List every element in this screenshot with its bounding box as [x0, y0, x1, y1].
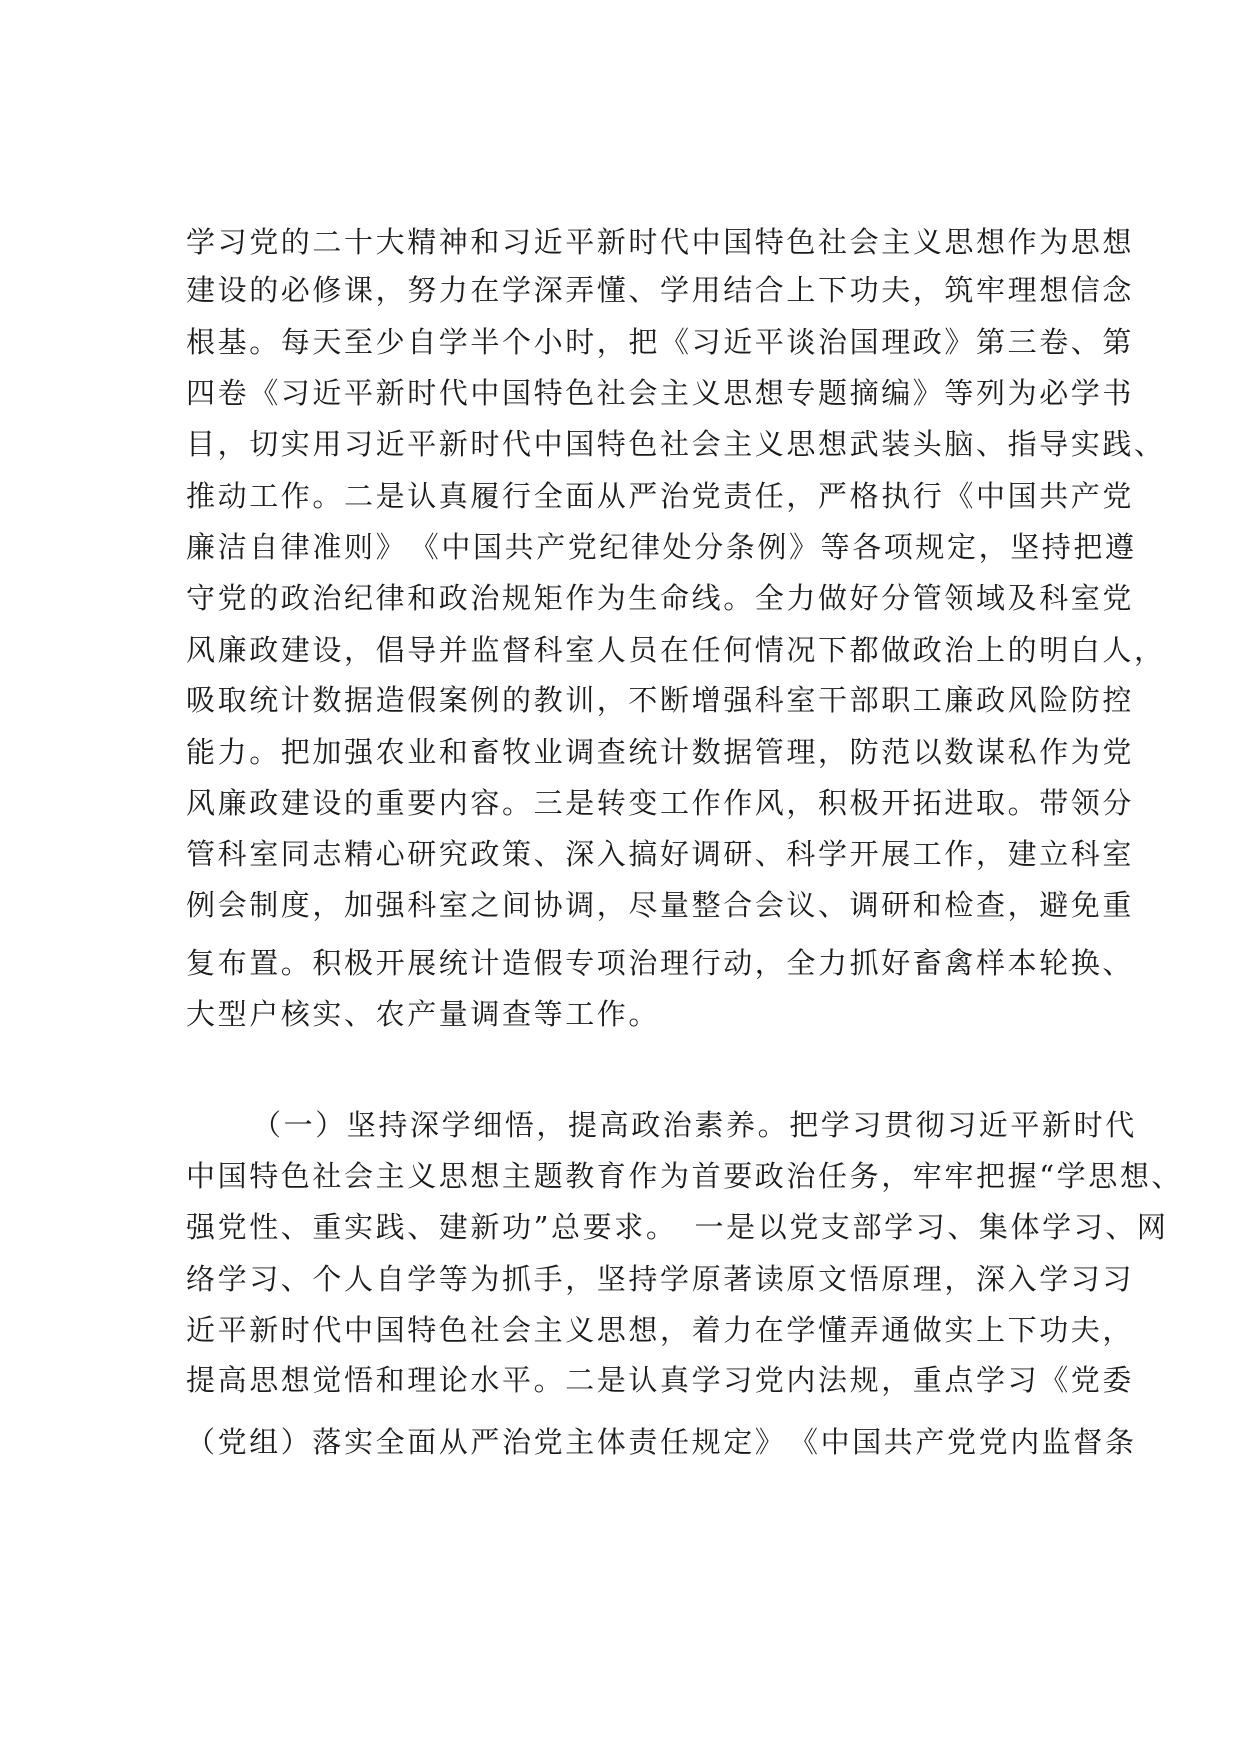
text-line: 大型户核实、农产量调查等工作。: [186, 997, 661, 1031]
text-line: 提高思想觉悟和理论水平。二是认真学习党内法规，重点学习《党委: [186, 1363, 1135, 1397]
text-line: 能力。把加强农业和畜牧业调查统计数据管理，防范以数谋私作为党: [186, 735, 1135, 769]
text-line: 强党性、重实践、建新功”总要求。 一是以党支部学习、集体学习、网: [186, 1210, 1169, 1244]
text-line: 建设的必修课，努力在学深弄懂、学用结合上下功夫，筑牢理想信念: [186, 273, 1135, 307]
text-line: 四卷《习近平新时代中国特色社会主义思想专题摘编》等列为必学书: [186, 376, 1135, 410]
text-line: 络学习、个人自学等为抓手，坚持学原著读原文悟原理，深入学习习: [186, 1262, 1135, 1296]
section-heading-line: （一）坚持深学细悟，提高政治素养。把学习贯彻习近平新时代: [252, 1108, 1137, 1142]
text-line: 管科室同志精心研究政策、深入搞好调研、科学开展工作，建立科室: [186, 837, 1135, 871]
text-line: 风廉政建设，倡导并监督科室人员在任何情况下都做政治上的明白人，: [186, 633, 1166, 667]
text-line: （党组）落实全面从严治党主体责任规定》 《中国共产党党内监督条: [186, 1425, 1137, 1459]
text-line: 廉洁自律准则》 《中国共产党纪律处分条例》等各项规定，坚持把遵: [186, 530, 1137, 564]
text-line: 目，切实用习近平新时代中国特色社会主义思想武装头脑、指导实践、: [186, 427, 1166, 461]
text-line: 根基。每天至少自学半个小时，把《习近平谈治国理政》第三卷、第: [186, 325, 1135, 359]
text-line: 学习党的二十大精神和习近平新时代中国特色社会主义思想作为思想: [186, 225, 1135, 259]
text-line: 近平新时代中国特色社会主义思想，着力在学懂弄通做实上下功夫，: [186, 1313, 1135, 1347]
text-line: 推动工作。二是认真履行全面从严治党责任，严格执行《中国共产党: [186, 479, 1135, 513]
text-line: 守党的政治纪律和政治规矩作为生命线。全力做好分管领域及科室党: [186, 581, 1135, 615]
text-line: 中国特色社会主义思想主题教育作为首要政治任务，牢牢把握“学思想、: [186, 1159, 1184, 1193]
text-line: 吸取统计数据造假案例的教训，不断增强科室干部职工廉政风险防控: [186, 683, 1135, 717]
text-line: 复布置。积极开展统计造假专项治理行动，全力抓好畜禽样本轮换、: [186, 946, 1135, 980]
text-line: 风廉政建设的重要内容。三是转变工作作风，积极开拓进取。带领分: [186, 786, 1135, 820]
text-line: 例会制度，加强科室之间协调，尽量整合会议、调研和检查，避免重: [186, 888, 1135, 922]
